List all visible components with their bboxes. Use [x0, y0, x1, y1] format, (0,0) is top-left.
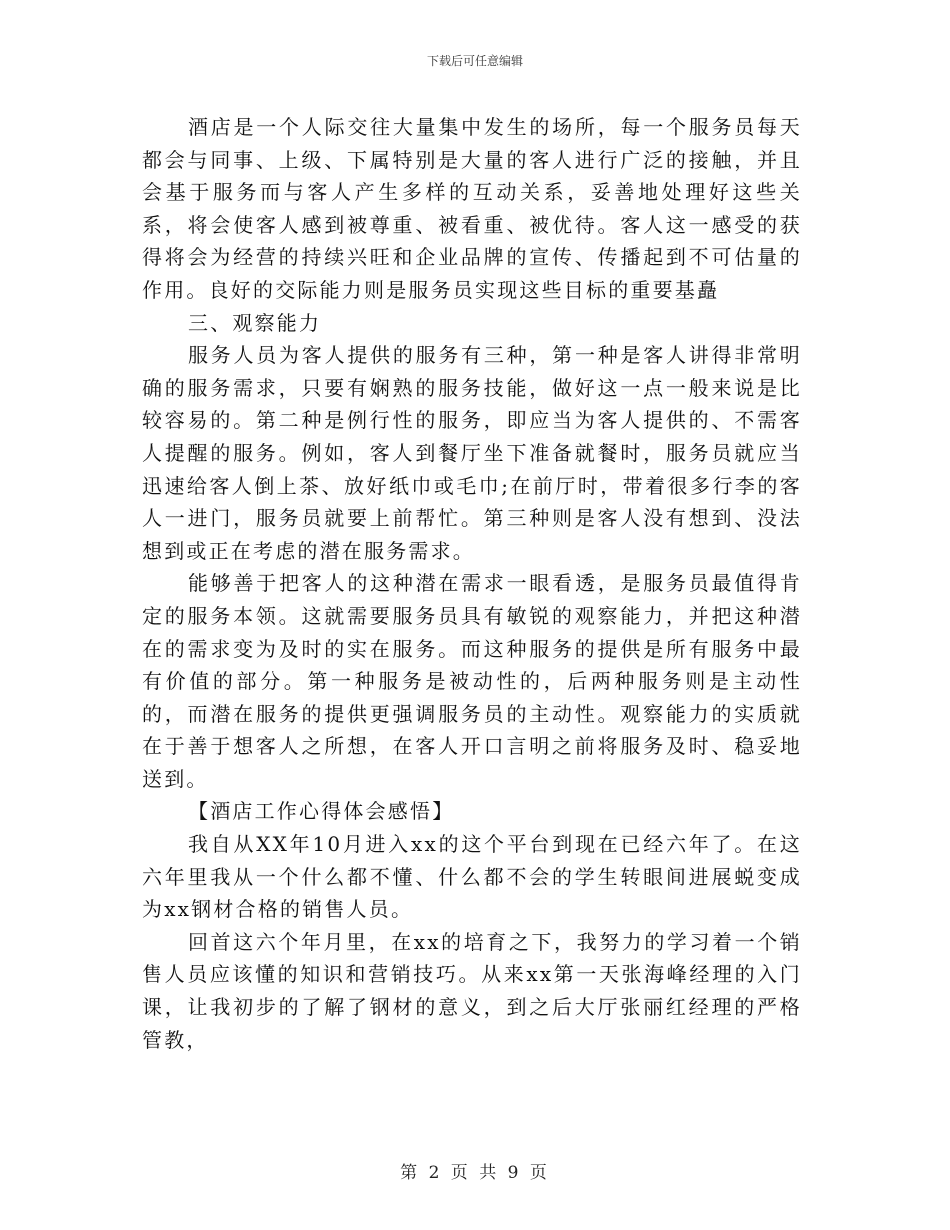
paragraph-service-types: 服务人员为客人提供的服务有三种，第一种是客人讲得非常明确的服务需求，只要有娴熟的服务技能，做好这一点一般来说是比较容易的。第二种是例行性的服务，即应当为客人提供的、不需客人提醒的服务。例如，客人到餐厅坐下准备就餐时，服务员就应当迅速给客人倒上茶、放好纸巾或毛巾;在前厅时，带着很多行李的客人一进门，服务员就要上前帮忙。第三种则是客人没有想到、没法想到或正在考虑的潜在服务需求。	[142, 343, 802, 563]
paragraph-six-years: 我自从XX年10月进入xx的这个平台到现在已经六年了。在这六年里我从一个什么都不懂、什么都不会的学生转眼间进展蜕变成为xx钢材合格的销售人员。	[142, 832, 802, 922]
page-header-note: 下载后可任意编辑	[426, 54, 523, 68]
paragraph-looking-back: 回首这六个年月里，在xx的培育之下，我努力的学习着一个销售人员应该懂的知识和营销技巧。从来xx第一天张海峰经理的入门课，让我初步的了解了钢材的意义，到之后大厅张丽红经理的严格管教，	[142, 929, 802, 1052]
section-heading-insights: 【酒店工作心得体会感悟】	[188, 799, 455, 824]
paragraph-social-skills: 酒店是一个人际交往大量集中发生的场所，每一个服务员每天都会与同事、上级、下属特别是大量的客人进行广泛的接触，并且会基于服务而与客人产生多样的互动关系，妥善地处理好这些关系，将会使客人感到被尊重、被看重、被优待。客人这一感受的获得将会为经营的持续兴旺和企业品牌的宣传、传播起到不可估量的作用。良好的交际能力则是服务员实现这些目标的重要基矗	[142, 115, 802, 302]
section-heading-observation: 三、观察能力	[188, 310, 322, 335]
document-body	[142, 111, 802, 1056]
page-number: 第 2 页 共 9 页	[400, 1163, 550, 1183]
paragraph-observation-ability: 能够善于把客人的这种潜在需求一眼看透，是服务员最值得肯定的服务本领。这就需要服务员具有敏锐的观察能力，并把这种潜在的需求变为及时的实在服务。而这种服务的提供是所有服务中最有价值的部分。第一种服务是被动性的，后两种服务则是主动性的，而潜在服务的提供更强调服务员的主动性。观察能力的实质就在于善于想客人之所想，在客人开口言明之前将服务及时、稳妥地送到。	[142, 571, 802, 791]
